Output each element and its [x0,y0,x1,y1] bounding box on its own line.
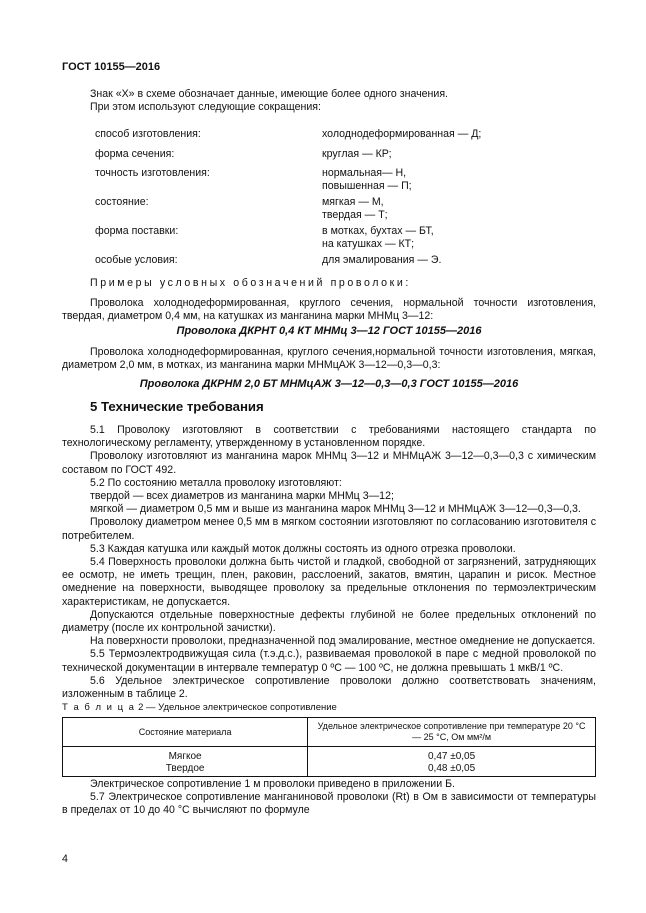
state-value: Мягкое [168,751,202,762]
example-designation: Проволока ДКРНТ 0,4 КТ МНМц 3—12 ГОСТ 10155—2016 [176,325,482,337]
example-designation: Проволока ДКРНМ 2,0 БТ МНМцАЖ 3—12—0,3—0,3 ГОСТ 10155—2016 [139,378,519,390]
abbr-label: точность изготовления: [95,167,210,179]
paragraph: 5.6 Удельное электрическое сопротивление проволоки должно соответствовать значениям, изложенным в таблице 2. [62,674,596,701]
table-caption-text: 2 — Удельное электрическое сопротивление [138,702,337,713]
paragraph: Электрическое сопротивление 1 м проволоки приведено в приложении Б. [90,778,455,790]
table-caption [62,702,337,713]
paragraph: 5.7 Электрическое сопротивление манганиновой проволоки (Rt) в Ом в зависимости от температуры в пределах от 10 до 40 °С вычисляют по формуле [62,791,596,817]
section-body [62,424,596,701]
abbr-value: мягкая — М, [322,196,384,208]
table-cell-state [63,747,308,777]
abbr-label: способ изготовления: [95,128,201,140]
abbr-label: состояние: [95,196,149,208]
abbr-value: для эмалирования — Э. [322,254,442,266]
after-table [62,778,596,818]
column-header: Состояние материала [63,718,308,747]
examples-title: Примеры условных обозначений проволоки: [90,277,411,289]
abbr-value: круглая — КР; [322,148,392,160]
state-value: Твердое [165,762,205,774]
paragraph: Проволоку изготовляют из манганина марок МНМц 3—12 и МНМцАЖ 3—12—0,3—0,3 с химическим составом по ГОСТ 492. [62,450,596,476]
paragraph: твердой — всех диаметров из манганина марки МНМц 3—12; [90,490,394,503]
abbr-value: нормальная— Н, [322,167,407,179]
abbr-label: особые условия: [95,254,178,266]
abbr-value: повышенная — П; [322,180,412,192]
table-cell-value [308,747,596,777]
page-number: 4 [62,853,68,865]
intro-line-1: Знак «Х» в схеме обозначает данные, имеющие более одного значения. [90,88,448,100]
resistivity-value: 0,47 ±0,05 [427,751,476,762]
abbr-value: твердая — Т; [322,209,388,221]
resistivity-table [62,717,596,777]
abbr-value: в мотках, бухтах — БТ, [322,225,434,237]
paragraph: 5.2 По состоянию металла проволоку изготовляют: [90,476,342,489]
paragraph: 5.4 Поверхность проволоки должна быть чистой и гладкой, свободной от загрязнений, затрудняющих ее осмотр, не иметь трещин, плен, раковин, расслоений, закатов, вмятин, царапин и рисок. Местное омеднение на поверхности, выводящее проволоку за предельные отклонения по термоэлектрическим характеристикам, не допускается. [62,556,596,608]
section-title: 5 Технические требования [90,399,264,414]
paragraph: Допускаются отдельные поверхностные дефекты глубиной не более предельных отклонений по диаметру (после их контрольной зачистки). [62,608,596,635]
table-row [63,747,596,777]
resistivity-value: 0,48 ±0,05 [427,762,476,774]
paragraph: На поверхности проволоки, предназначенной под эмалирование, местное омеднение не допускается. [90,635,596,648]
abbr-value: холоднодеформированная — Д; [322,128,482,140]
column-header: Удельное электрическое сопротивление при температуре 20 °С — 25 °С, Ом мм²/м [308,718,596,747]
example-description: Проволока холоднодеформированная, круглого сечения,нормальной точности изготовления, мягкая, диаметром 2,0 мм, в мотках, из манганина марки МНМцАЖ 3—12—0,3—0,3: [62,346,596,372]
table-caption-prefix: Т а б л и ц а [62,702,136,713]
document-header: ГОСТ 10155—2016 [62,61,161,73]
paragraph: 5.1 Проволоку изготовляют в соответствии с требованиями настоящего стандарта по технологическому регламенту, утвержденному в установленном порядке. [62,424,596,450]
paragraph: мягкой — диаметром 0,5 мм и выше из манганина марок МНМц 3—12 и МНМцАЖ 3—12—0,3—0,3. [90,503,581,516]
table-header-row [63,718,596,747]
paragraph: 5.5 Термоэлектродвижущая сила (т.э.д.с.), развиваемая проволокой в паре с медной проволокой по технической документации в интервале температур 0 ºС — 100 ºС, не должна превышать 1 мкВ/1 ºС. [62,648,596,674]
abbr-value: на катушках — КТ; [322,238,415,250]
abbr-label: форма сечения: [95,148,175,160]
paragraph: 5.3 Каждая катушка или каждый моток должны состоять из одного отрезка проволоки. [90,542,516,555]
example-description: Проволока холоднодеформированная, круглого сечения, нормальной точности изготовления, твердая, диаметром 0,4 мм, на катушках из манганина марки МНМц 3—12: [62,297,596,323]
paragraph: Проволоку диаметром менее 0,5 мм в мягком состоянии изготовляют по согласованию изготовителя с потребителем. [62,516,596,542]
abbr-label: форма поставки: [95,225,179,237]
intro-line-2: При этом используют следующие сокращения: [90,101,321,113]
